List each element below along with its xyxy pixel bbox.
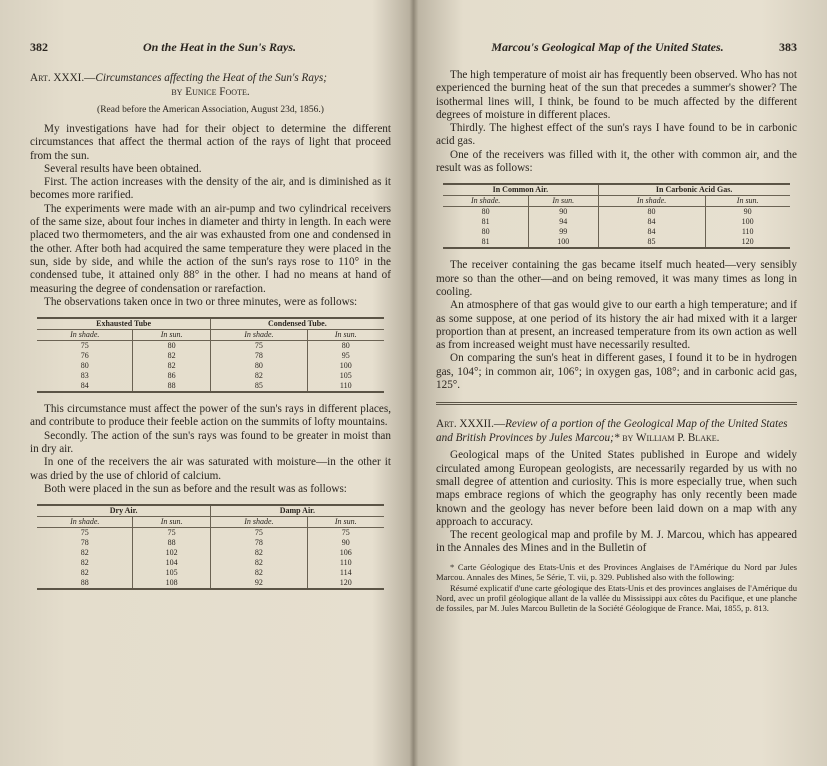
table-cell: 94	[529, 217, 598, 227]
paragraph: Secondly. The action of the sun's rays was found to be greater in moist than in dry air.	[30, 429, 391, 456]
running-head-title: On the Heat in the Sun's Rays.	[142, 40, 297, 54]
table-row	[37, 568, 384, 578]
table-cell: 82	[210, 371, 307, 381]
paragraph: An atmosphere of that gas would give to our earth a high temperature; and if as some suppose, at one period of its history the air had mixed with it a larger proportion than at present, an increased temperature from its own action as well as from increased weight must have necessarily resulted.	[436, 299, 797, 352]
table-cell: 92	[210, 578, 307, 589]
paragraph: The recent geological map and profile by M. J. Marcou, which has appeared in the Annales des Mines and in the Bulletin of	[436, 529, 797, 555]
table-cell: 78	[210, 538, 307, 548]
table-cell: 75	[80, 528, 89, 538]
table-row	[37, 351, 384, 361]
paragraph: Geological maps of the United States published in Europe and widely circulated among European geologists, are necessarily regarded by us with no small degree of attention and curiosity. This is more especially true, when such maps embrace regions of which the geography has only recently been made known and the geology has never before been laid down on a map with any approach to accuracy.	[436, 449, 797, 528]
table-column-header: In shade.	[37, 517, 133, 528]
table-group-header: Damp Air.	[210, 505, 383, 517]
table-cell: 88	[133, 381, 211, 392]
table-cell: 75	[307, 528, 383, 539]
table-cell: 80	[481, 227, 490, 237]
table-cell: 88	[133, 538, 211, 548]
article-number: Art. XXXI.—	[30, 72, 96, 84]
table-cell: 84	[598, 227, 705, 237]
article-title	[436, 417, 797, 445]
table-cell: 90	[307, 538, 383, 548]
table-cell: 114	[307, 568, 383, 578]
table-cell: 105	[133, 568, 211, 578]
table-column-header: In sun.	[705, 196, 790, 207]
table-cell: 78	[210, 351, 307, 361]
table-cell: 82	[210, 548, 307, 558]
table-cell: 75	[80, 341, 89, 351]
table-cell: 100	[529, 237, 598, 248]
table-cell: 82	[210, 558, 307, 568]
section-divider	[436, 402, 797, 405]
table-cell: 84	[598, 217, 705, 227]
paragraph: In one of the receivers the air was saturated with moisture—in the other it was dried by the use of chlorid of calcium.	[30, 456, 391, 482]
table-column-header: In sun.	[133, 330, 211, 341]
table-cell: 75	[210, 528, 307, 539]
footnote-text: Résumé explicatif d'une carte géologique des Etats-Unis et des provinces anglaises de l'Amérique du Nord, avec un profil géologique allant de la vallée du Mississippi aux côtes du Pacifique, et une planche de fossiles, par M. Jules Marcou Bulletin de la Société Géologique de France. Mai, 1855, p. 813.	[436, 582, 797, 614]
paragraph: Several results have been obtained.	[44, 162, 202, 175]
table-cell: 84	[80, 381, 89, 391]
table-cell: 105	[307, 371, 383, 381]
table-column-header: In shade.	[210, 517, 307, 528]
right-page	[414, 0, 827, 766]
table-cell: 88	[80, 578, 89, 588]
table-cell: 110	[307, 381, 383, 392]
table-column-header: In shade.	[598, 196, 705, 207]
page-number: 383	[779, 40, 797, 54]
table-cell: 90	[529, 207, 598, 218]
table-cell: 75	[133, 528, 211, 539]
table-cell: 82	[210, 568, 307, 578]
table-column-header: In sun.	[133, 517, 211, 528]
table-cell: 90	[705, 207, 790, 218]
table-cell: 82	[133, 351, 211, 361]
table-group-header: In Common Air.	[443, 184, 598, 196]
table-cell: 78	[80, 538, 89, 548]
table-row	[37, 371, 384, 381]
paragraph: The observations taken once in two or three minutes, were as follows:	[44, 295, 358, 308]
article-author: by William P. Blake.	[622, 432, 720, 445]
table-group-header: Dry Air.	[37, 505, 210, 517]
paragraph: This circumstance must affect the power of the sun's rays in different places, and contribute to produce their feeble action on the summits of lofty mountains.	[30, 403, 391, 429]
table-cell: 80	[307, 341, 383, 352]
table-column-header: In shade.	[210, 330, 307, 341]
table-cell: 85	[598, 237, 705, 248]
table-row	[37, 528, 384, 539]
table-cell: 81	[481, 237, 490, 247]
data-table-dry-damp	[37, 504, 384, 590]
paragraph: The receiver containing the gas became itself much heated—very sensibly more so than the other—and on being removed, it was many times as long in cooling.	[436, 259, 797, 298]
table-cell: 82	[80, 558, 89, 568]
table-cell: 108	[133, 578, 211, 589]
table-group-header: Condensed Tube.	[210, 318, 383, 330]
footnote	[436, 562, 797, 614]
table-cell: 82	[133, 361, 211, 371]
table-cell: 99	[529, 227, 598, 237]
table-row	[443, 217, 790, 227]
table-cell: 82	[80, 548, 89, 558]
table-row	[37, 558, 384, 568]
data-table-exhausted-condensed	[37, 317, 384, 393]
table-column-header: In shade.	[37, 330, 133, 341]
paragraph: The high temperature of moist air has frequently been observed. Who has not experienced the burning heat of the sun that precedes a summer's shower? The isothermal lines will, I think, be found to be much affected by the different degrees of moisture in different places.	[436, 69, 797, 121]
article-title-text: Circumstances affecting the Heat of the Sun's Rays;	[95, 72, 327, 84]
table-cell: 120	[705, 237, 790, 248]
table-row	[443, 207, 790, 218]
table-column-header: In sun.	[307, 517, 383, 528]
table-cell: 102	[133, 548, 211, 558]
table-row	[37, 578, 384, 589]
running-head	[436, 40, 797, 55]
table-row	[443, 237, 790, 248]
table-column-header: In shade.	[443, 196, 528, 207]
table-cell: 75	[210, 341, 307, 352]
table-cell: 100	[307, 361, 383, 371]
table-cell: 106	[307, 548, 383, 558]
footnote-text: * Carte Géologique des Etats-Unis et des Provinces Anglaises de l'Amérique du Nord par Jules Marcou. Annales des Mines, 5e Série, T. vii, p. 329. Published also with the following:	[436, 561, 797, 583]
table-cell: 100	[705, 217, 790, 227]
paragraph: The experiments were made with an air-pump and two cylindrical receivers of the same size, about four inches in diameter and thirty in length. In each were placed two thermometers, and the air was exhausted from one and condensed in the other. After both had acquired the same temperature they were placed in the sun, side by side, and while the action of the sun's rays rose to 110° in the condensed tube, it attained only 88° in the other. I had no means at hand of measuring the degree of condensation or rarefaction.	[30, 202, 391, 295]
article-title	[30, 71, 391, 99]
data-table-common-carbonic	[443, 183, 790, 249]
table-cell: 82	[80, 568, 89, 578]
article-author: by Eunice Foote.	[171, 86, 250, 98]
article-number: Art. XXXII.—	[436, 418, 506, 431]
article-title-text: Review of a portion of the Geological Map of the United States and British Provinces by Jules Marcou;*	[436, 418, 788, 445]
read-note: (Read before the American Association, August 23d, 1856.)	[97, 105, 324, 115]
table-cell: 76	[80, 351, 89, 361]
running-head-title: Marcou's Geological Map of the United States.	[491, 40, 724, 54]
table-cell: 80	[598, 207, 705, 218]
table-row	[37, 538, 384, 548]
table-cell: 83	[80, 371, 89, 381]
table-cell: 80	[133, 341, 211, 352]
paragraph: One of the receivers was filled with it, the other with common air, and the result was as follows:	[436, 148, 797, 175]
table-cell: 86	[133, 371, 211, 381]
paragraph: On comparing the sun's heat in different gases, I found it to be in hydrogen gas, 104°; in common air, 106°; in oxygen gas, 108°; and in carbonic acid gas, 125°.	[436, 352, 797, 392]
table-column-header: In sun.	[307, 330, 383, 341]
table-cell: 104	[133, 558, 211, 568]
table-cell: 85	[210, 381, 307, 392]
table-row	[443, 227, 790, 237]
table-cell: 110	[705, 227, 790, 237]
table-column-header: In sun.	[529, 196, 598, 207]
paragraph: Both were placed in the sun as before and the result was as follows:	[44, 482, 347, 495]
table-cell: 95	[307, 351, 383, 361]
running-head	[30, 40, 391, 55]
left-page	[0, 0, 413, 766]
table-cell: 110	[307, 558, 383, 568]
table-cell: 120	[307, 578, 383, 589]
table-cell: 80	[481, 207, 490, 217]
paragraph: My investigations have had for their object to determine the different circumstances that affect the thermal action of the rays of light that proceed from the sun.	[30, 123, 391, 162]
table-row	[37, 341, 384, 352]
paragraph: First. The action increases with the density of the air, and is diminished as it becomes more rarified.	[30, 176, 391, 202]
table-group-header: Exhausted Tube	[37, 318, 210, 330]
table-row	[37, 381, 384, 392]
table-cell: 80	[80, 361, 89, 371]
table-cell: 80	[210, 361, 307, 371]
table-row	[37, 548, 384, 558]
table-row	[37, 361, 384, 371]
table-group-header: In Carbonic Acid Gas.	[598, 184, 790, 196]
page-number: 382	[30, 40, 48, 54]
table-cell: 81	[481, 217, 490, 227]
paragraph: Thirdly. The highest effect of the sun's rays I have found to be in carbonic acid gas.	[436, 122, 797, 148]
